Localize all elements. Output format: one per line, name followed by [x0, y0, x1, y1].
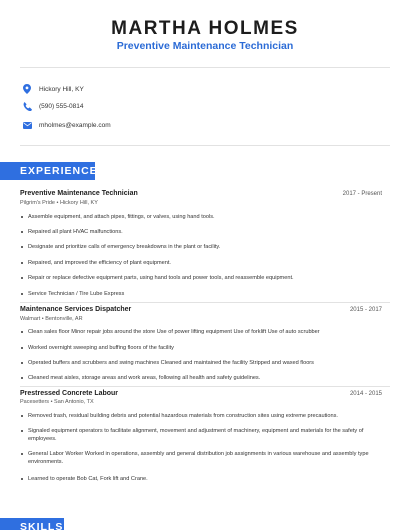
email-text: mholmes@example.com [39, 121, 111, 129]
company-location: Hickory Hill, KY [59, 200, 98, 206]
bullet-item: General Labor Worker Worked in operations, assembly and general distribution job assignments in various warehouse and assembly type environments. [20, 450, 370, 466]
map-pin-icon [22, 84, 32, 94]
divider-job [20, 302, 390, 303]
job-title: Prestressed Concrete Labour [20, 390, 119, 397]
job-company-line: Walmart • Bentonville, AR [20, 316, 83, 322]
section-skills: SKILLS [0, 518, 64, 530]
contact-phone [22, 99, 83, 113]
job-title-heading: Preventive Maintenance Technician [116, 40, 294, 52]
job-dates: 2014 - 2015 [349, 391, 382, 397]
bullet-item: Assemble equipment, and attach pipes, fittings, or valves, using hand tools. [20, 213, 370, 221]
company-location: San Antonio, TX [54, 399, 94, 405]
bullet-item: Signaled equipment operators to facilitate alignment, movement and adjustment of machinery, equipment and materials for the safety of employees. [20, 427, 370, 443]
candidate-name: MARTHA HOLMES [111, 18, 299, 39]
bullet-item: Worked overnight sweeping and buffing floors of the facility [20, 344, 370, 352]
divider-contact [20, 145, 390, 146]
bullet-item: Learned to operate Bob Cat, Fork lift and Crane. [20, 475, 370, 483]
company-name: Walmart [20, 316, 41, 322]
envelope-icon [22, 120, 32, 130]
bullet-item: Operated buffers and scrubbers and swing machines Cleaned and maintained the facility Stripped and waxed floors [20, 359, 370, 367]
job-title: Maintenance Services Dispatcher [20, 306, 132, 313]
job-dates: 2017 - Present [342, 191, 382, 197]
divider-job [20, 386, 390, 387]
divider-top [20, 67, 390, 68]
section-experience: EXPERIENCE [0, 162, 95, 180]
job-company-line: Pilgrim's Pride • Hickory Hill, KY [20, 200, 98, 206]
bullet-item: Repaired, and improved the efficiency of plant equipment. [20, 259, 370, 267]
company-name: Pacesetters [20, 399, 50, 405]
job-company-line: Pacesetters • San Antonio, TX [20, 399, 94, 405]
bullet-item: Service Technician / Tire Lube Express [20, 290, 370, 298]
phone-icon [22, 101, 32, 111]
bullet-item: Repaired all plant HVAC malfunctions. [20, 228, 370, 236]
contact-location [22, 82, 84, 96]
job-dates: 2015 - 2017 [349, 307, 382, 313]
bullet-item: Repair or replace defective equipment parts, using hand tools and power tools, and reassemble equipment. [20, 274, 370, 282]
location-text: Hickory Hill, KY [39, 85, 84, 93]
bullet-item: Designate and prioritize calls of emergency breakdowns in the plant or facility. [20, 243, 370, 251]
phone-text: (590) 555-0814 [39, 102, 84, 110]
company-location: Bentonville, AR [45, 316, 83, 322]
company-name: Pilgrim's Pride [20, 200, 55, 206]
job-title: Preventive Maintenance Technician [20, 190, 138, 197]
bullet-item: Removed trash, residual building debris and potential hazardous materials from construction sites using extreme precautions. [20, 412, 370, 420]
contact-email [22, 118, 111, 132]
bullet-item: Clean sales floor Minor repair jobs around the store Use of power lifting equipment Use of forklift Use of auto scrubber [20, 328, 370, 336]
bullet-item: Cleaned meat aisles, storage areas and work areas, following all health and safety guidelines. [20, 374, 370, 382]
